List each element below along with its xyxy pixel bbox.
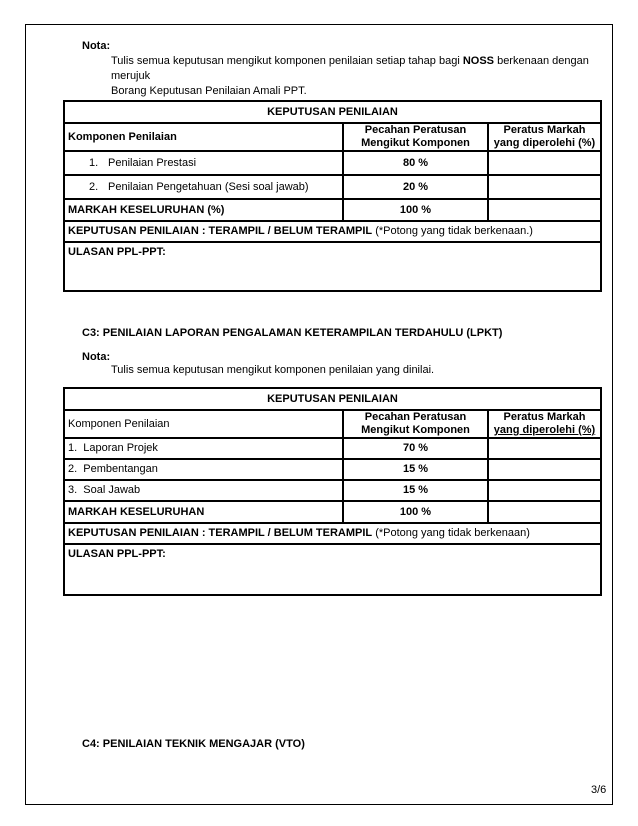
nota-text-1-post: berkenaan dengan merujuk: [111, 55, 589, 82]
table-row: [64, 151, 601, 175]
table-1-total-label: MARKAH KESELURUHAN (%): [64, 199, 343, 221]
table-row: [64, 459, 601, 480]
keputusan-table-1: [63, 100, 602, 292]
table-2-row-2-percent: 15 %: [343, 459, 488, 480]
table-1-col-pecahan: [343, 123, 488, 151]
table-2-row-1-obtained[interactable]: [488, 438, 601, 459]
table-1-col-peratus-line2: yang diperolehi (%): [493, 137, 596, 149]
nota-text-1: [111, 54, 611, 99]
table-2-keputusan: [64, 523, 601, 544]
table-1-row-1-percent: 80 %: [343, 151, 488, 175]
table-1-col-pecahan-line2: Mengikut Komponen: [361, 137, 470, 149]
table-1-keputusan-bold: KEPUTUSAN PENILAIAN : TERAMPIL / BELUM TERAMPIL: [68, 225, 373, 237]
table-2-keputusan-note: (*Potong yang tidak berkenaan): [372, 527, 530, 539]
table-1-row-1-num: 1.: [89, 156, 99, 169]
table-2-ulasan[interactable]: ULASAN PPL-PPT:: [64, 544, 601, 595]
nota-text-2: Tulis semua keputusan mengikut komponen penilaian yang dinilai.: [111, 364, 435, 376]
table-2-row-2-obtained[interactable]: [488, 459, 601, 480]
table-2-col-peratus-line1: Peratus Markah: [503, 411, 586, 423]
nota-text-1-pre: Tulis semua keputusan mengikut komponen penilaian setiap tahap bagi: [111, 55, 463, 67]
table-1-title: KEPUTUSAN PENILAIAN: [64, 101, 601, 123]
table-1-total-percent: 100 %: [343, 199, 488, 221]
table-2-col-pecahan-line2: Mengikut Komponen: [361, 424, 470, 436]
table-1-row-2-component: [64, 175, 343, 199]
table-1-ulasan[interactable]: ULASAN PPL-PPT:: [64, 242, 601, 291]
table-2-row-1-percent: 70 %: [343, 438, 488, 459]
table-1-row-2-num: 2.: [89, 180, 99, 193]
table-row: [64, 438, 601, 459]
nota-text-1-line2: Borang Keputusan Penilaian Amali PPT.: [111, 85, 307, 97]
table-row: [64, 175, 601, 199]
table-2-keputusan-bold: KEPUTUSAN PENILAIAN : TERAMPIL / BELUM TERAMPIL: [68, 527, 373, 539]
table-1-col-peratus: [488, 123, 601, 151]
table-1-col-component: Komponen Penilaian: [64, 123, 343, 151]
table-2-col-component: Komponen Penilaian: [64, 410, 343, 438]
table-2-row-2-label: 2. Pembentangan: [64, 459, 343, 480]
section-c3-heading: C3: PENILAIAN LAPORAN PENGALAMAN KETERAMPILAN TERDAHULU (LPKT): [82, 327, 503, 339]
table-1-row-1-obtained[interactable]: [488, 151, 601, 175]
table-2-title: KEPUTUSAN PENILAIAN: [64, 388, 601, 410]
table-row: [64, 480, 601, 501]
section-c4-heading: C4: PENILAIAN TEKNIK MENGAJAR (VTO): [82, 738, 305, 750]
keputusan-table-2: [63, 387, 602, 596]
table-1-row-1-label: Penilaian Prestasi: [108, 156, 197, 169]
table-1-row-2-label: Penilaian Pengetahuan (Sesi soal jawab): [108, 180, 309, 193]
table-1-row-2-percent: 20 %: [343, 175, 488, 199]
nota-label-2: Nota:: [82, 351, 111, 363]
table-2-row-3-percent: 15 %: [343, 480, 488, 501]
table-2-row-1-label: 1. Laporan Projek: [64, 438, 343, 459]
table-2-row-3-label: 3. Soal Jawab: [64, 480, 343, 501]
table-1-col-pecahan-line1: Pecahan Peratusan: [364, 124, 467, 136]
table-2-col-pecahan-line1: Pecahan Peratusan: [364, 411, 467, 423]
nota-label-1: Nota:: [82, 40, 111, 52]
table-2-row-3-obtained[interactable]: [488, 480, 601, 501]
table-1-keputusan-note: (*Potong yang tidak berkenaan.): [372, 225, 533, 237]
table-1-keputusan: [64, 221, 601, 242]
table-1-col-peratus-line1: Peratus Markah: [503, 124, 586, 136]
table-2-col-peratus: [488, 410, 601, 438]
table-1-total-obtained[interactable]: [488, 199, 601, 221]
table-1-row-1-component: [64, 151, 343, 175]
table-2-col-pecahan: [343, 410, 488, 438]
table-2-total-obtained[interactable]: [488, 501, 601, 523]
table-2-total-label: MARKAH KESELURUHAN: [64, 501, 343, 523]
table-1-row-2-obtained[interactable]: [488, 175, 601, 199]
table-2-total-percent: 100 %: [343, 501, 488, 523]
page-number: 3/6: [591, 784, 607, 796]
nota-text-1-bold: NOSS: [462, 55, 495, 67]
table-2-col-peratus-line2: yang diperolehi (%): [493, 424, 596, 436]
